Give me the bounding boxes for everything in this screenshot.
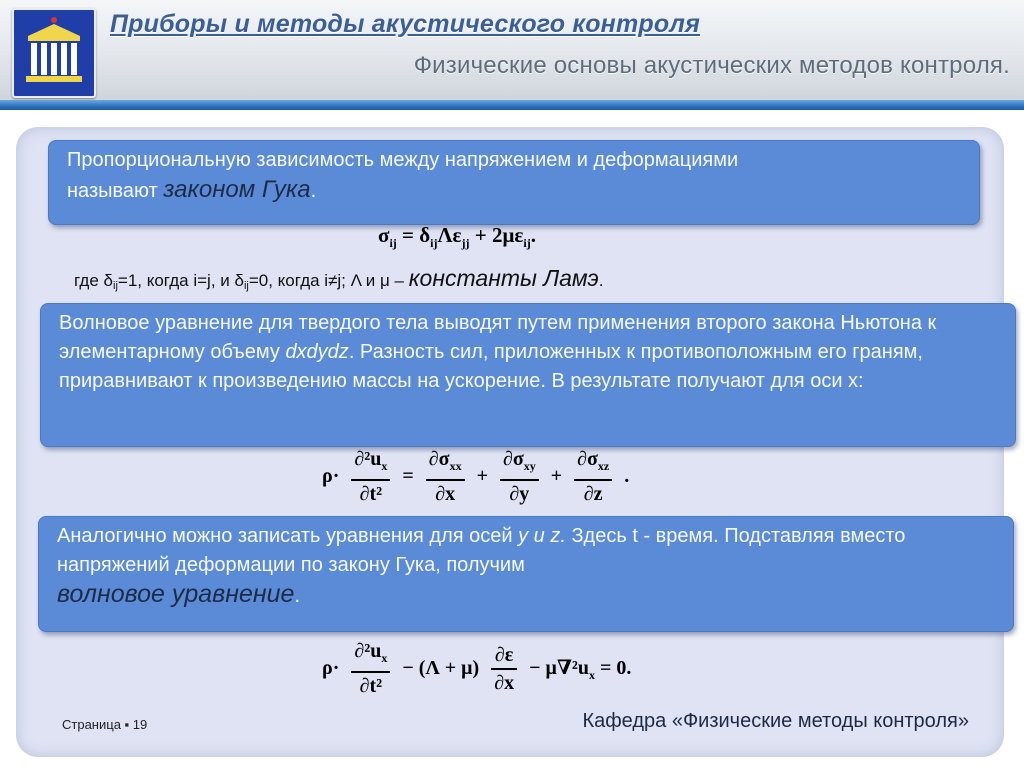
f2-num4 [574,446,612,481]
f2-plus2: + [550,465,563,487]
f2-frac2 [426,446,465,507]
f3-num1-text: ∂²u [354,640,382,662]
f2-num1-text: ∂²u [354,448,382,470]
f2-den2: ∂x [435,483,456,505]
hooke-prefix: называют [67,180,164,202]
f3-num1 [351,638,390,673]
f2-frac4 [574,446,612,507]
where-part1: где δ [74,271,113,290]
hooke-emphasis: законом Гука [163,176,311,203]
wave-equation-formula [318,638,635,699]
university-emblem-icon [12,8,96,98]
header-divider [0,100,1024,110]
f1-eps2-sub: ij [523,236,531,251]
f1-eps-sub: jj [461,236,470,251]
hooke-text-line1: Пропорциональную зависимость между напряжением и деформациями [67,149,739,171]
f3-tail: − μ∇²u [529,656,589,679]
f2-num4-sub: xz [597,459,610,473]
box3-emphasis: волновое уравнение [57,580,295,608]
f2-frac1 [351,446,390,507]
f3-tail-group [529,656,632,682]
wave-equation-derivation-box [38,516,1014,632]
f2-num4-text: ∂σ [577,448,598,470]
f3-den2: ∂x [494,671,515,694]
f2-num3-text: ∂σ [502,448,524,470]
where-part3: =0, когда i≠j; Λ и μ – [248,271,409,290]
f1-sigma: σ [378,223,390,247]
box3-end: . [294,585,301,607]
f2-num1-sub: x [381,459,388,473]
f2-num3-sub: xy [523,459,536,473]
f2-num2-sub: xx [449,459,462,473]
where-end: . [598,271,604,290]
f2-num3 [500,446,539,481]
f3-middle: − (Λ + μ) [402,657,480,679]
lame-constants-note [74,265,603,292]
lame-emphasis: константы Ламэ [408,265,599,291]
slide-subtitle: Физические основы акустических методов контроля. [413,52,1010,79]
f2-den1: ∂t² [359,483,383,505]
f1-lambda-eps: Λε [437,223,462,247]
f1-plus-term: + 2με [469,223,524,247]
f3-tail-sub: x [589,667,595,682]
department-label: Кафедра «Физические методы контроля» [582,710,969,732]
where-sub2: ij [243,280,249,292]
box3-text-b: Здесь t - время. Подставляя вместо напряжений деформации по закону Гука, получим [57,525,906,576]
f1-eq-delta: = δ [396,223,431,247]
f2-den3: ∂y [509,483,530,505]
f3-den1: ∂t² [359,675,383,697]
wave-equation-box [40,303,1016,447]
f2-end: . [624,465,630,487]
newton-x-formula [318,446,633,507]
f3-end: = 0. [595,656,632,679]
f3-frac2 [491,642,517,696]
f1-sigma-sub: ij [389,236,397,251]
f2-plus1: + [476,465,488,487]
f2-num2 [426,446,465,481]
f2-eq: = [402,465,414,487]
box3-italic: y и z. [518,525,566,547]
hooke-law-box [48,140,980,225]
page-number: Страница ▪ 19 [62,717,148,732]
box3-text-a: Аналогично можно записать уравнения для осей [57,525,519,547]
hooke-text-line2 [67,175,961,206]
f2-den4: ∂z [583,483,603,505]
f3-num1-sub: x [381,651,388,665]
f3-frac1 [351,638,390,699]
f2-rho: ρ· [322,465,340,487]
hooke-suffix: . [310,180,317,202]
f3-num2: ∂ε [491,642,517,670]
box2-text-a: Волновое уравнение для твердого тела выводят путем применения второго закона Ньютона к элементарному объему [59,312,937,363]
hooke-formula [378,223,536,251]
f1-end: . [530,223,536,247]
f1-delta-sub: ij [430,236,438,251]
f2-frac3 [500,446,539,507]
where-part2: =1, когда i=j, и δ [117,271,244,290]
f2-num2-text: ∂σ [428,448,450,470]
box2-italic: dxdydz [285,341,349,363]
f3-rho: ρ· [322,657,340,679]
slide-header [0,0,1024,100]
slide-title: Приборы и методы акустического контроля [110,10,701,38]
box2-text-b: . Разность сил, приложенных к противоположным его граням, приравнивают к произведению массы на ускорение. В результате получают для оси x: [59,341,923,392]
f2-num1 [351,446,390,481]
where-sub1: ij [113,280,118,292]
